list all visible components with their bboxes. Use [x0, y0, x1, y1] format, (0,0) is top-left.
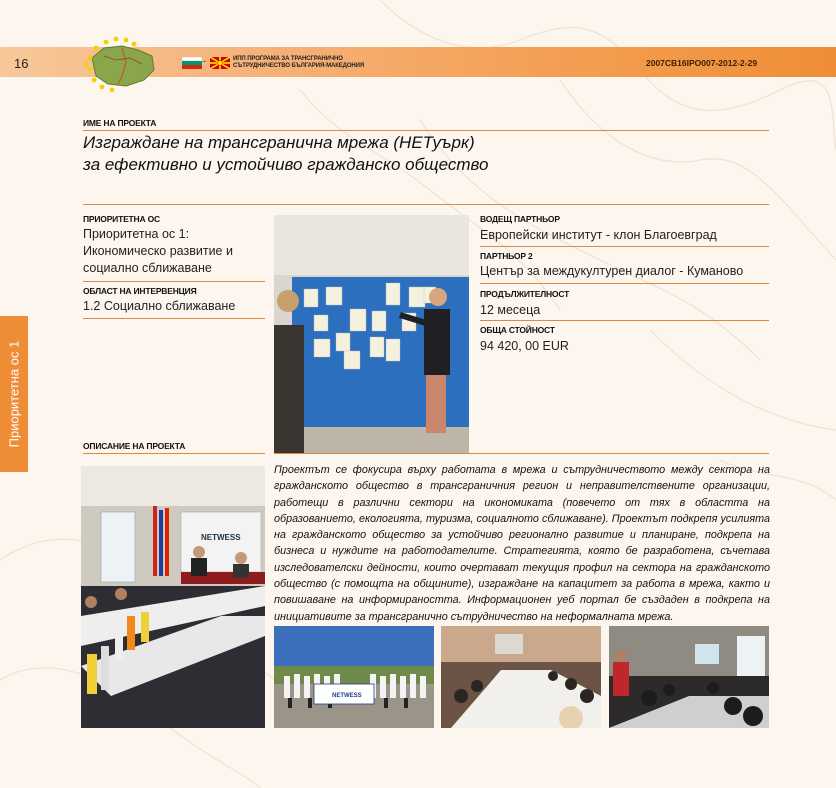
- lead-partner-label: ВОДЕЩ ПАРТНЬОР: [480, 214, 560, 224]
- photo-presentation-wall: [274, 215, 469, 453]
- priority-label: ПРИОРИТЕТНА ОС: [83, 214, 160, 224]
- divider: [83, 130, 769, 131]
- flag-separator: -: [203, 56, 206, 66]
- group-banner: NETWESS: [332, 693, 362, 699]
- partner2-value: Център за междукултурен диалог - Куманово: [480, 264, 744, 278]
- macedonia-flag-icon: [210, 57, 230, 69]
- side-tab-label: Приоритетна ос 1: [6, 340, 22, 448]
- conference-banner: NETWESS: [201, 533, 241, 542]
- bulgaria-flag-icon: [182, 57, 202, 69]
- reference-code: 2007CB16IPO007-2012-2-29: [646, 58, 758, 68]
- divider: [274, 453, 769, 454]
- priority-line2: Икономическо развитие и: [83, 244, 233, 258]
- divider: [480, 246, 769, 247]
- project-title-line2: за ефективно и устойчиво гражданско общество: [83, 155, 489, 174]
- project-name-label: ИМЕ НА ПРОЕКТА: [83, 118, 157, 128]
- duration-label: ПРОДЪЛЖИТЕЛНОСТ: [480, 289, 570, 299]
- photo-group-outdoor: [274, 626, 434, 728]
- intervention-label: ОБЛАСТ НА ИНТЕРВЕНЦИЯ: [83, 286, 197, 296]
- divider: [83, 281, 265, 282]
- divider: [83, 204, 769, 205]
- page-number: 16: [14, 56, 29, 71]
- priority-value: [83, 226, 233, 277]
- project-title-line1: Изграждане на трансгранична мрежа (НЕТуърк): [83, 133, 475, 152]
- divider: [83, 453, 265, 454]
- intervention-value: 1.2 Социално сближаване: [83, 299, 236, 313]
- divider: [480, 320, 769, 321]
- partner2-label: ПАРТНЬОР 2: [480, 251, 533, 261]
- program-name: [233, 56, 364, 70]
- photo-meeting-room: [441, 626, 601, 728]
- priority-line3: социално сближаване: [83, 261, 212, 275]
- duration-value: 12 месеца: [480, 303, 541, 317]
- side-tab: [0, 316, 28, 472]
- photo-conference-hall: [81, 466, 265, 728]
- description-label: ОПИСАНИЕ НА ПРОЕКТА: [83, 441, 186, 451]
- program-logo-icon: [82, 36, 158, 92]
- divider: [83, 318, 265, 319]
- photo-presentation-room: [609, 626, 769, 728]
- program-name-line1: ИПП ПРОГРАМА ЗА ТРАНСГРАНИЧНО: [233, 56, 343, 62]
- divider: [480, 283, 769, 284]
- lead-partner-value: Европейски институт - клон Благоевград: [480, 228, 717, 242]
- project-description: Проектът се фокусира върху работата в мрежа и сътрудничеството между сектора на гражданското общество в трансграничния регион и неправителствените организации, работещи в различни сектори на икономиката (повечето от тях в областта на образованието, екологията, туризма, социалното сближаване). Проектът подкрепя усилията на гражданското общество за устойчиво регионално развитие и планиране, подкрепа на бизнеса и нуждите на работодателите. Стратегията, която бе разработена, съчетава изследователски дейности, които очертават текущия профил на сектора на гражданското общество (с помощта на общините), изграждане на капацитет за работа в мрежа, както и повишаване на информираността. Информационен уеб портал бе създаден в подкрепа на инициативите за трансгранично сътрудничество на неформалната мрежа.: [274, 464, 770, 623]
- program-name-line2: СЪТРУДНИЧЕСТВО БЪЛГАРИЯ-МАКЕДОНИЯ: [233, 63, 365, 69]
- total-value-label: ОБЩА СТОЙНОСТ: [480, 325, 555, 335]
- total-value: 94 420, 00 EUR: [480, 339, 569, 353]
- project-title: [83, 132, 489, 176]
- priority-line1: Приоритетна ос 1:: [83, 227, 190, 241]
